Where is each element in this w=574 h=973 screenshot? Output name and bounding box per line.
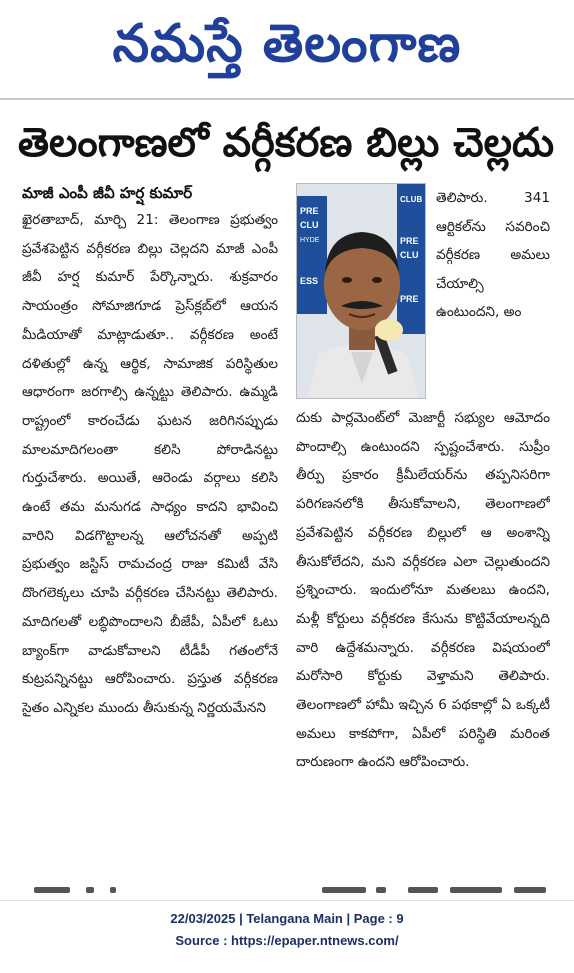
svg-text:PRE: PRE — [400, 236, 419, 246]
speaker-photo-illustration — [297, 184, 426, 399]
newspaper-masthead: నమస్తే తెలంగాణ — [112, 13, 462, 74]
article-headline: తెలంగాణలో వర్గీకరణ బిల్లు చెల్లదు — [17, 120, 555, 166]
footer-divider — [0, 900, 574, 901]
footer-source-link[interactable]: Source : https://epaper.ntnews.com/ — [175, 933, 399, 948]
masthead-divider — [0, 98, 574, 100]
article-photo — [296, 183, 426, 399]
svg-text:PRE: PRE — [400, 294, 419, 304]
svg-text:CLU: CLU — [400, 250, 419, 260]
article-body-narrow-column — [436, 184, 550, 412]
svg-text:PRE: PRE — [300, 206, 319, 216]
next-article-cropped-strip — [20, 884, 554, 896]
article-body-right-text: దుకు పార్లమెంట్‌లో మెజార్టీ సభ్యుల ఆమోదం పొందాల్సి ఉంటుందని స్పష్టంచేశారు. సుప్రీం తీర్పు ప్రకారం క్రీమీలేయర్‌ను తప్పనిసరిగా పరిగణనలోకి తీసుకోవాలని, తెలంగాణలో ప్రవేశపెట్టిన వర్గీకరణ బిల్లులో ఆ అంశాన్ని తీసుకోలేదని, మని వర్గీకరణ ఎలా చెల్లుతుందని ప్రశ్నించారు. ఇందులోనూ మతలబు ఉందని, మళ్లీ కోర్టులు వర్గీకరణ కేసును కొట్టివేయాలన్నది వారి ఉద్దేశమన్నారు. వర్గీకరణ విషయంలో మరోసారి కోర్టుకు వెళ్తామని తెలిపారు. తెలంగాణలో హామీ ఇచ్చిన 6 పథకాల్లో ఏ ఒక్కటీ అమలు కాకపోగా, ఏపీలో పరిస్థితి మరింత దారుణంగా ఉందని ఆరోపించారు. — [296, 410, 550, 771]
article-byline: మాజీ ఎంపీ జీవీ హర్ష కుమార్ — [22, 184, 193, 202]
article-body-right-column — [296, 404, 550, 864]
svg-text:CLUB: CLUB — [400, 195, 423, 204]
svg-text:ESS: ESS — [300, 276, 319, 286]
article-body-left-text: ఖైరతాబాద్, మార్చి 21: తెలంగాణ ప్రభుత్వం ప్రవేశపెట్టిన వర్గీకరణ బిల్లు చెల్లదని మాజీ ఎంపీ జీవీ హర్ష కుమార్ పేర్కొన్నారు. శుక్రవారం సాయంత్రం సోమాజిగూడ ప్రెస్‌క్లబ్‌లో ఆయన మీడియాతో మాట్లాడుతూ.. వర్గీకరణ అంటే దళితుల్లో ఉన్న ఆర్థిక, సామాజిక పరిస్థితుల ఆధారంగా జరగాల్సి ఉన్నట్టు తెలిపారు. ఉమ్మడి రాష్ట్రంలో కారంచేడు ఘటన జరిగినప్పుడు మాలమాదిగలంతా కలిసి పోరాడినట్టు గుర్తుచేశారు. అయితే, ఆరెండు వర్గాలు కలిసి ఉంటే తమ మనుగడ సాధ్యం కాదని భావించి వారిని విడగొట్టాలన్న ఆలోచనతో అప్పటి ప్రభుత్వం జస్టిస్ రామచంద్ర రాజు కమిటీ వేసి దొంగలెక్కలు చూపి వర్గీకరణ చేసినట్టు తెలిపారు. మాదిగలతో లబ్ధిపొందాలని బీజేపీ, ఏపీలో ఓటు బ్యాంక్‌గా వాడుకోవాలని టీడీపీ గతంలోనే కుట్రపన్నినట్టు ఆరోపించారు. ప్రస్తుత వర్గీకరణ సైతం ఎన్నికల ముందు తీసుకున్న నిర్ణయమేనని — [22, 212, 278, 716]
article-body-left-column — [22, 206, 278, 868]
svg-text:HYDE: HYDE — [300, 237, 320, 244]
footer-date-edition-page: 22/03/2025 | Telangana Main | Page : 9 — [170, 911, 404, 926]
svg-text:CLU: CLU — [300, 220, 319, 230]
article-body-narrow-text: తెలిపారు. 341 ఆర్టికల్‌ను సవరించి వర్గీకరణ అమలు చేయాల్సి ఉంటుందని, అం — [436, 190, 550, 321]
